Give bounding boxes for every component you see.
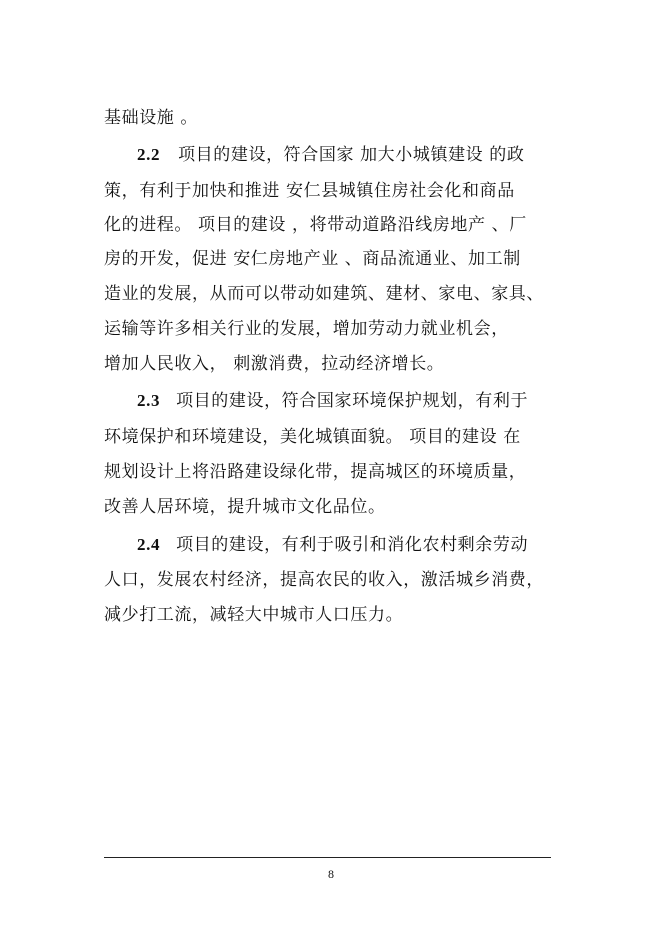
section-2-4-heading-line: [137, 534, 528, 556]
section-number: 2.4: [137, 535, 161, 554]
paragraph-line: [104, 283, 544, 305]
line-text: 项目的建设，有利于吸引和消化农村剩余劳动: [176, 535, 529, 555]
paragraph-line: [104, 107, 198, 129]
paragraph-line: [104, 214, 527, 236]
line-text: 减少打工流，减轻大中城市人口压力。: [104, 605, 404, 625]
line-text: 改善人居环境，提升城市文化品位。: [104, 497, 386, 517]
section-2-2-heading-line: [137, 144, 525, 166]
paragraph-line: [104, 496, 386, 518]
page-number: 8: [328, 867, 334, 881]
line-text: 造业的发展，从而可以带动如建筑、建材、家电、家具、: [104, 284, 544, 304]
line-text: 项目的建设，符合国家环境保护规划，有利于: [176, 391, 529, 411]
line-text: 策，有利于加快和推进 安仁县城镇住房社会化和商品: [104, 181, 515, 201]
section-number: 2.3: [137, 391, 161, 410]
section-number: 2.2: [137, 145, 161, 164]
line-text: 化的进程。 项目的建设 ，将带动道路沿线房地产 、厂: [104, 215, 527, 235]
footer-divider: [104, 857, 551, 858]
paragraph-line: [104, 604, 403, 626]
paragraph-line: [104, 569, 544, 591]
line-text: 基础设施 。: [104, 108, 199, 128]
paragraph-line: [104, 318, 509, 340]
paragraph-line: [104, 248, 521, 270]
line-text: 项目的建设，符合国家 加大小城镇建设 的政: [178, 145, 525, 165]
section-2-3-heading-line: [137, 390, 528, 412]
line-text: 运输等许多相关行业的发展，增加劳动力就业机会，: [104, 319, 509, 339]
line-text: 人口，发展农村经济，提高农民的收入，激活城乡消费，: [104, 570, 544, 590]
line-text: 规划设计上将沿路建设绿化带，提高城区的环境质量，: [104, 462, 527, 482]
paragraph-line: [104, 353, 444, 375]
line-text: 房的开发，促进 安仁房地产业 、商品流通业、加工制: [104, 249, 521, 269]
paragraph-line: [104, 461, 526, 483]
line-text: 环境保护和环境建设，美化城镇面貌。 项目的建设 在: [104, 427, 521, 447]
paragraph-line: [104, 180, 515, 202]
paragraph-line: [104, 426, 521, 448]
line-text: 增加人民收入， 刺激消费，拉动经济增长。: [104, 354, 445, 374]
